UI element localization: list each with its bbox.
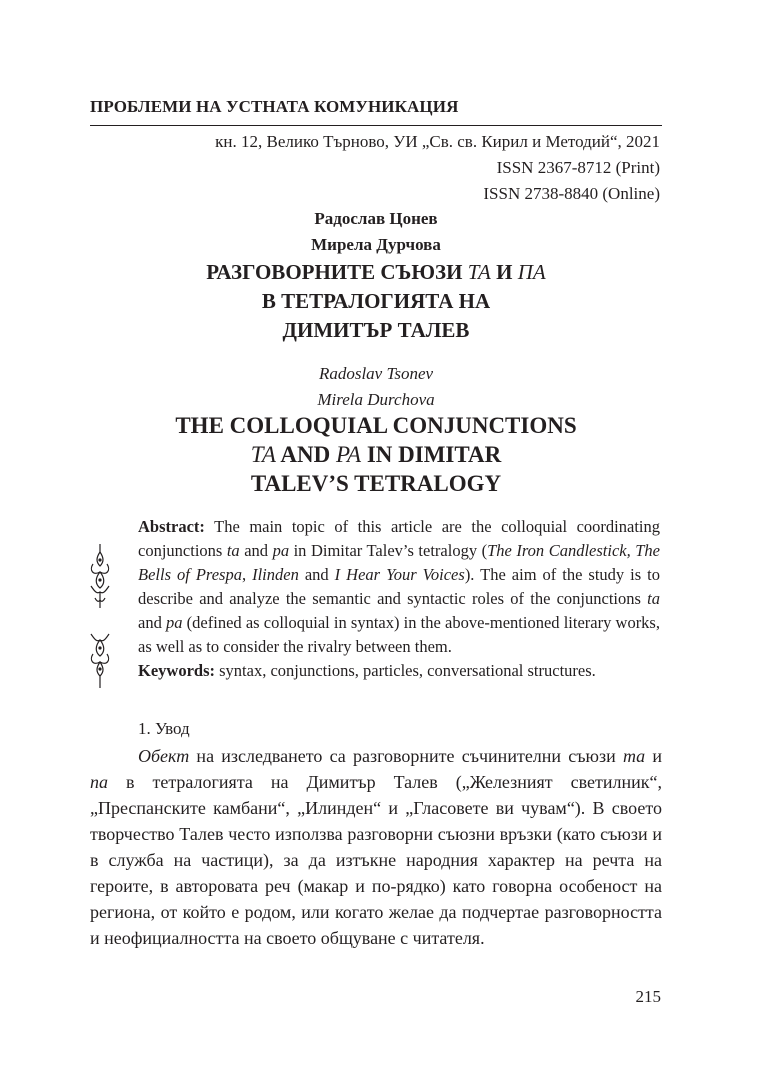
en-title-and: AND [275, 442, 336, 467]
body-term-ta: та [622, 746, 646, 766]
keywords-label: Keywords: [138, 661, 215, 680]
bg-author-1: Радослав Цонев [314, 209, 438, 228]
en-title-line-2 [90, 440, 662, 469]
abstract-text: and [239, 541, 273, 560]
bg-title [90, 258, 662, 345]
en-title [90, 411, 662, 498]
en-title-pa: PA [335, 442, 362, 467]
bg-author-2: Мирела Дурчова [311, 235, 441, 254]
bg-title-text: РАЗГОВОРНИТЕ СЪЮЗИ [206, 260, 468, 284]
abstract-text: and [138, 613, 166, 632]
abstract-text: ). The aim of the study is to describe and analyze the semantic and syntactic roles of the conjunctions [138, 565, 661, 608]
page-number: 215 [635, 987, 661, 1006]
body-text: и [645, 746, 662, 766]
keywords-text: syntax, conjunctions, particles, conversational structures. [215, 661, 596, 680]
abstract-label: Abstract: [138, 517, 205, 536]
abstract-work-title: Ilinden [252, 565, 299, 584]
bg-title-pa: ПА [517, 260, 546, 284]
abstract-work-title: I Hear Your Voices [334, 565, 465, 584]
abstract [138, 515, 660, 683]
body-paragraph [90, 743, 662, 951]
issn-online: ISSN 2738-8840 (Online) [483, 184, 660, 203]
abstract-term-pa: pa [166, 613, 183, 632]
publication-line: кн. 12, Велико Търново, УИ „Св. св. Кирил и Методий“, 2021 [215, 132, 660, 151]
en-authors [90, 361, 662, 413]
bg-title-line-3: ДИМИТЪР ТАЛЕВ [282, 318, 470, 342]
en-title-ta: TA [250, 442, 276, 467]
decorative-ornament-icon [87, 542, 113, 692]
issn-print: ISSN 2367-8712 (Print) [496, 158, 660, 177]
en-title-rest: IN DIMITAR [361, 442, 502, 467]
bg-title-ta: ТА [467, 260, 491, 284]
en-author-2: Mirela Durchova [317, 390, 435, 409]
abstract-text: , [241, 565, 253, 584]
section-heading: 1. Увод [138, 719, 190, 738]
body-text: на изследването са разговорните съчинителни съюзи [189, 746, 623, 766]
en-author-1: Radoslav Tsonev [318, 364, 434, 383]
abstract-term-pa: pa [272, 541, 290, 560]
journal-title: ПРОБЛЕМИ НА УСТНАТА КОМУНИКАЦИЯ [90, 97, 459, 116]
abstract-text: and [298, 565, 335, 584]
abstract-text: in Dimitar Talev’s tetralogy ( [289, 541, 488, 560]
abstract-term-ta: ta [226, 541, 240, 560]
abstract-work-titles: The Iron Candlestick, The Bells of Prespa [138, 541, 660, 584]
bg-authors [90, 206, 662, 258]
body-term-pa: па [90, 772, 108, 792]
body-text: в тетралогията на Димитър Талев („Железният светилник“, „Преспанските камбани“, „Илинден“ и „Гласовете ви чувам“). В своето творчество Талев често използва разговорни съюзни връзки (като съюзи и в служба на частици), за да изтъкне народния характер на речта на героите, в авторовата реч (макар и по-рядко) като говорна особеност на региона, от който е родом, или когато желае да подчертае разговорността и неофициалността на своето общуване с читателя. [90, 772, 662, 948]
bg-title-line-1 [90, 258, 662, 287]
bg-title-and: И [490, 260, 518, 284]
body-emphasis: Обект [138, 746, 190, 766]
en-title-line-3: TALEV’S TETRALOGY [250, 471, 502, 496]
abstract-text: (defined as colloquial in syntax) in the above-mentioned literary works, as well as to consider the rivalry between them. [138, 613, 660, 656]
publication-info [215, 129, 660, 207]
bg-title-line-2: В ТЕТРАЛОГИЯТА НА [261, 289, 491, 313]
abstract-term-ta: ta [647, 589, 660, 608]
header-rule [90, 125, 662, 126]
abstract-text: The main topic of this article are the colloquial coordinating conjunctions [138, 517, 660, 560]
en-title-line-1: THE COLLOQUIAL CONJUNCTIONS [175, 413, 577, 438]
